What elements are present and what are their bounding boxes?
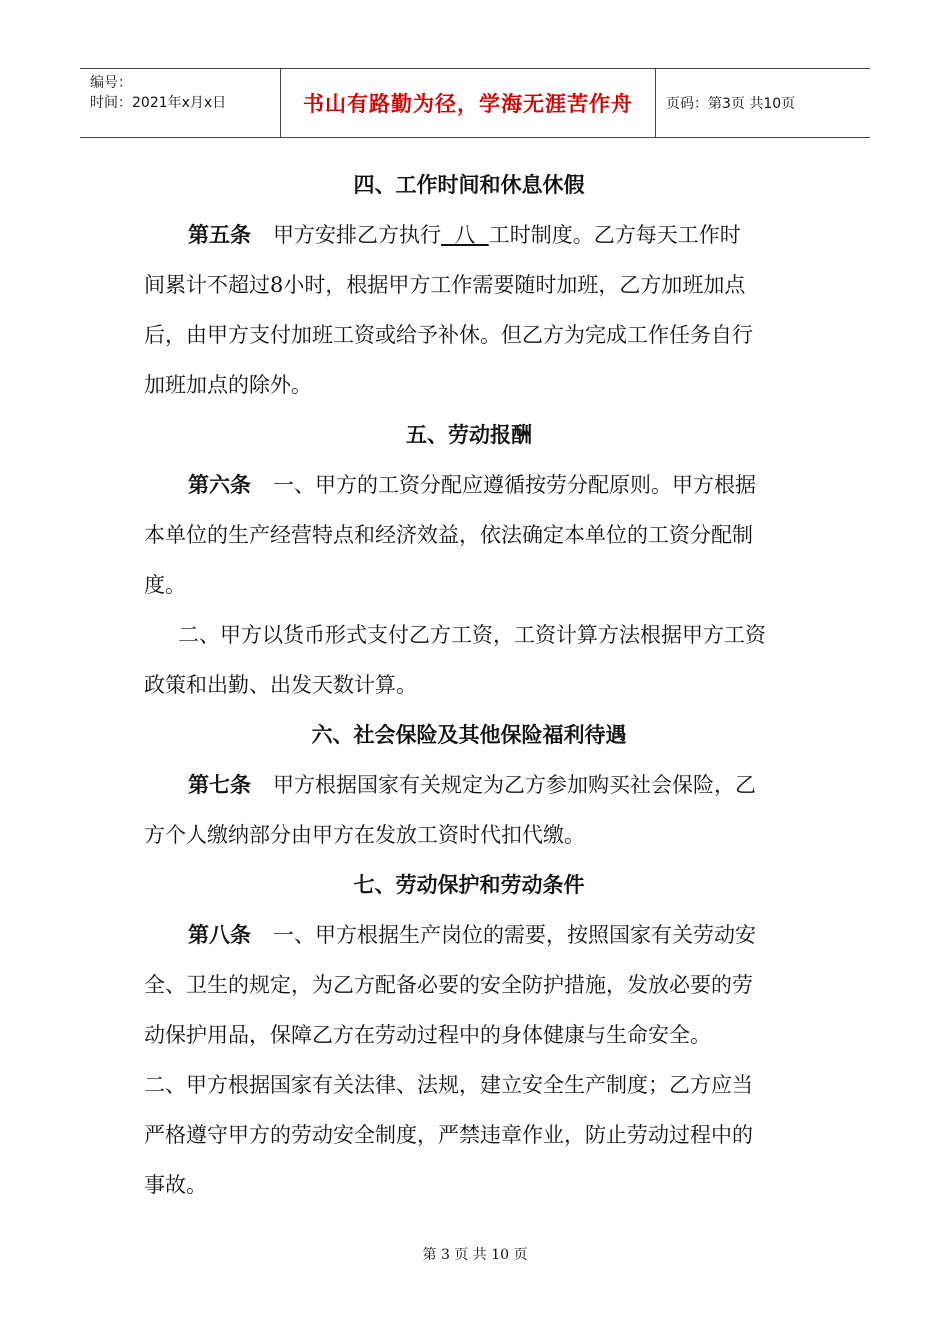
article-number: 第八条 bbox=[188, 923, 251, 947]
paragraph-line: 政策和出勤、出发天数计算。 bbox=[144, 673, 417, 697]
header-page-info: 页码：第3页 共10页 bbox=[666, 96, 796, 112]
paragraph-line: 二、甲方根据国家有关法律、法规，建立安全生产制度；乙方应当 bbox=[144, 1073, 753, 1097]
paragraph-line: 间累计不超过8小时，根据甲方工作需要随时加班，乙方加班加点 bbox=[144, 273, 746, 297]
section-heading: 七、劳动保护和劳动条件 bbox=[353, 873, 585, 897]
section-heading: 五、劳动报酬 bbox=[406, 423, 532, 447]
article-line bbox=[144, 210, 794, 260]
document-body bbox=[144, 160, 794, 1210]
paragraph-line: 二、甲方以货币形式支付乙方工资，工资计算方法根据甲方工资 bbox=[178, 623, 766, 647]
paragraph-line: 严格遵守甲方的劳动安全制度，严禁违章作业，防止劳动过程中的 bbox=[144, 1123, 753, 1147]
article-text: 一、甲方的工资分配应遵循按劳分配原则。甲方根据 bbox=[273, 473, 756, 497]
filled-blank: 八 bbox=[441, 223, 489, 247]
article-text: 甲方安排乙方执行 bbox=[273, 223, 441, 247]
paragraph-line: 事故。 bbox=[144, 1173, 207, 1197]
section-heading: 四、工作时间和休息休假 bbox=[353, 173, 585, 197]
article-text: 甲方根据国家有关规定为乙方参加购买社会保险，乙 bbox=[273, 773, 756, 797]
article-text: 一、甲方根据生产岗位的需要，按照国家有关劳动安 bbox=[273, 923, 756, 947]
header-meta bbox=[80, 69, 280, 137]
section-heading: 六、社会保险及其他保险福利待遇 bbox=[311, 723, 627, 747]
paragraph-line: 方个人缴纳部分由甲方在发放工资时代扣代缴。 bbox=[144, 823, 585, 847]
article-number: 第六条 bbox=[188, 473, 251, 497]
paragraph-line: 加班加点的除外。 bbox=[144, 373, 312, 397]
paragraph-line: 全、卫生的规定，为乙方配备必要的安全防护措施，发放必要的劳 bbox=[144, 973, 753, 997]
paragraph-line: 动保护用品，保障乙方在劳动过程中的身体健康与生命安全。 bbox=[144, 1023, 711, 1047]
article-line bbox=[144, 910, 794, 960]
paragraph-line: 度。 bbox=[144, 573, 186, 597]
document-number-label: 编号： bbox=[90, 75, 132, 91]
paragraph-line: 后，由甲方支付加班工资或给予补休。但乙方为完成工作任务自行 bbox=[144, 323, 753, 347]
header-motto: 书山有路勤为径，学海无涯苦作舟 bbox=[280, 69, 656, 137]
document-date: 时间：2021年x月x日 bbox=[90, 95, 227, 111]
article-number: 第五条 bbox=[188, 223, 251, 247]
page-footer: 第 3 页 共 10 页 bbox=[422, 1247, 528, 1263]
paragraph-line: 本单位的生产经营特点和经济效益，依法确定本单位的工资分配制 bbox=[144, 523, 753, 547]
page-header bbox=[80, 68, 870, 138]
article-number: 第七条 bbox=[188, 773, 251, 797]
article-line bbox=[144, 760, 794, 810]
article-text: 工时制度。乙方每天工作时 bbox=[488, 223, 741, 247]
article-line bbox=[144, 460, 794, 510]
